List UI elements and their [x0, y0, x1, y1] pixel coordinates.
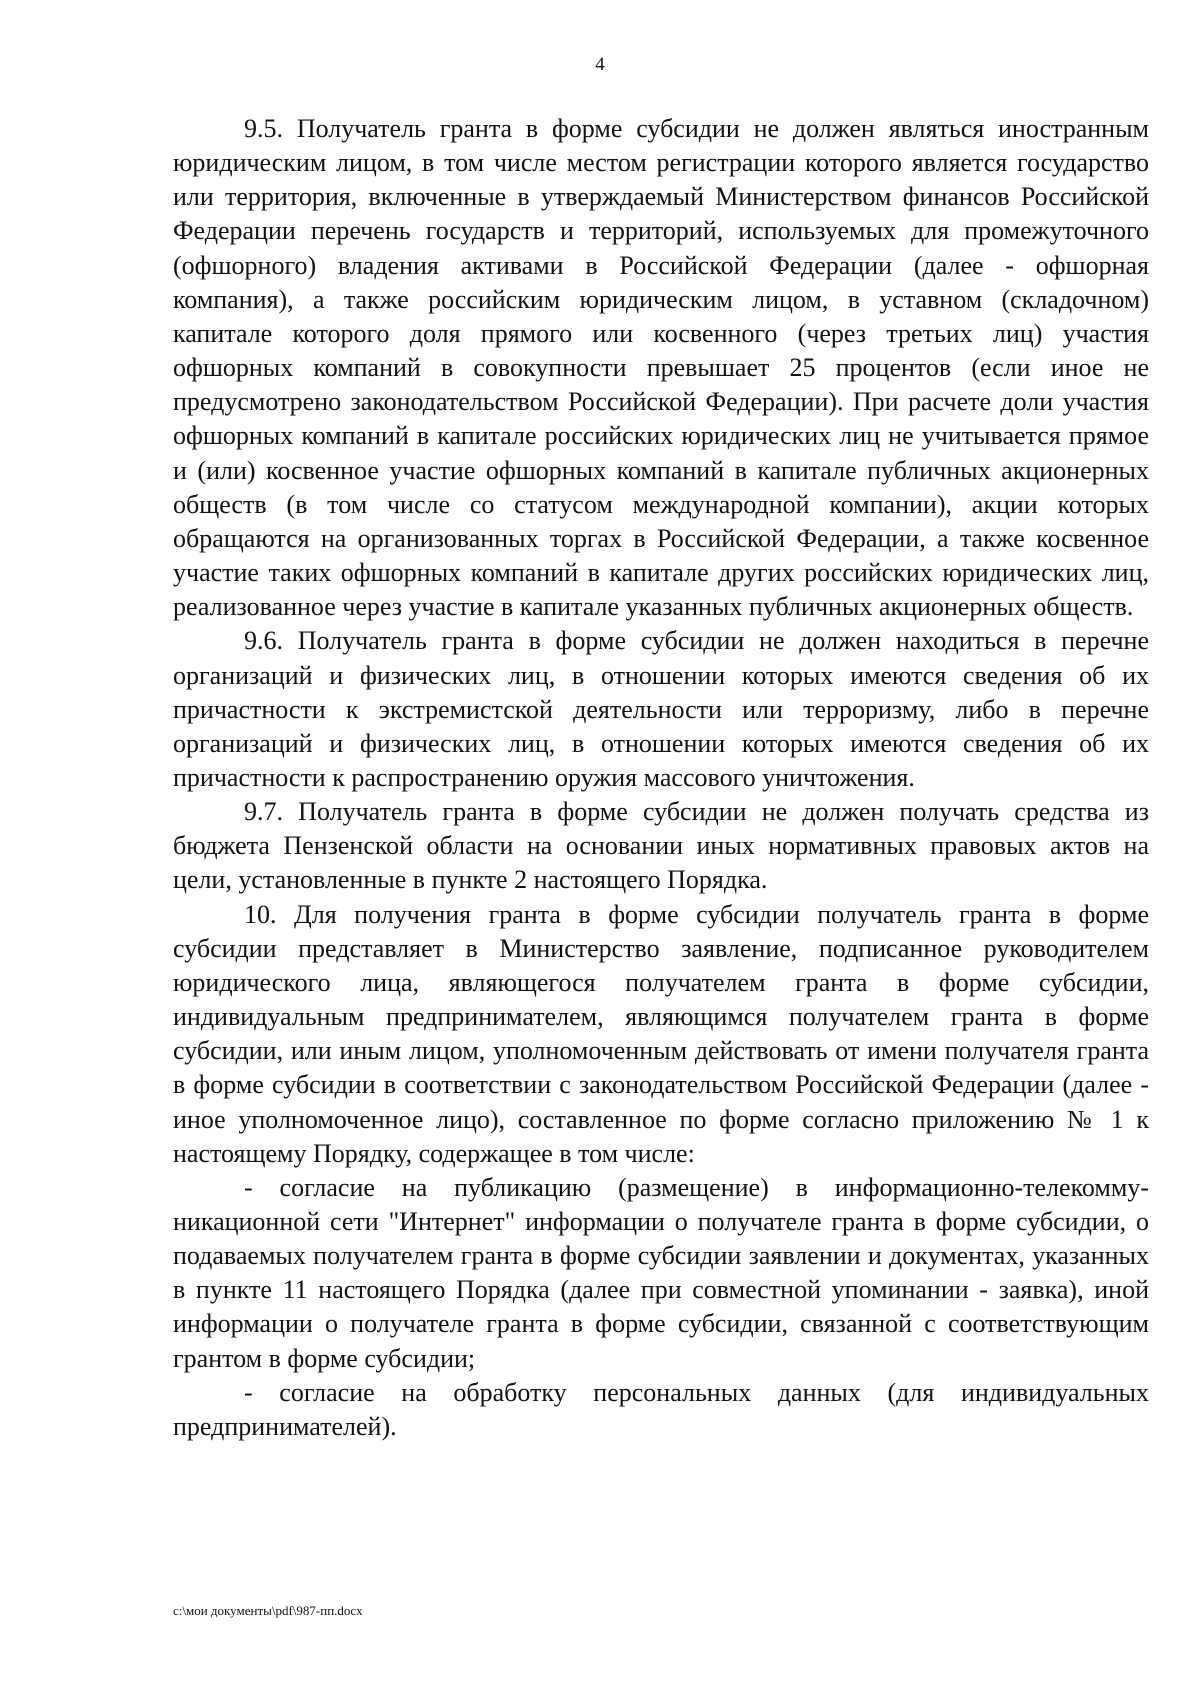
paragraph-9-6: 9.6. Получатель гранта в форме субсидии не должен находиться в перечне организаций и физических лиц, в отношении которых имеются сведения об их причастности к экстремистской деятельности или терроризму, либо в перечне организаций и физических лиц, в отношении которых имеются сведения об их причастности к распространению оружия массового уничтожения.	[173, 626, 1149, 792]
footer-file-path: c:\мои документы\pdf\987-пп.docx	[173, 1603, 363, 1618]
document-body	[173, 112, 1149, 1444]
paragraph-9-7: 9.7. Получатель гранта в форме субсидии не должен получать средства из бюджета Пензенской области на основании иных нормативных правовых актов на цели, установленные в пункте 2 настоящего Порядка.	[173, 797, 1149, 895]
paragraph-9-5: 9.5. Получатель гранта в форме субсидии не должен являться иностранным юридическим лицом, в том числе местом регистрации которого является государство или территория, включенные в утверждаемый Министерством финансов Российской Федерации перечень государств и территорий, используемых для промежуточного (офшорного) владения активами в Российской Федерации (далее - офшорная компания), а также российским юридическим лицом, в уставном (складочном) капитале которого доля прямого или косвенного (через третьих лиц) участия офшорных компаний в совокупности превышает 25 процентов (если иное не предусмотрено законодательством Российской Федерации). При расчете доли участия офшорных компаний в капитале российских юридических лиц не учитывается прямое и (или) косвенное участие офшорных компаний в капитале публичных акционерных обществ (в том числе со статусом международной компании), акции которых обращаются на организованных торгах в Российской Федерации, а также косвенное участие таких офшорных компаний в капитале других российских юридических лиц, реализованное через участие в капитале указанных публичных акционерных обществ.	[173, 114, 1149, 622]
page-number: 4	[595, 54, 605, 75]
paragraph-10: 10. Для получения гранта в форме субсидии получатель гранта в форме субсидии представляет в Министерство заявление, подписанное руководителем юридического лица, являющегося получателем гранта в форме субсидии, индивидуальным предпринимателем, являющимся получателем гранта в форме субсидии, или иным лицом, уполномоченным действовать от имени получателя гранта в форме субсидии в соответствии с законодательством Российской Федерации (далее - иное уполномоченное лицо), составленное по форме согласно приложению № 1 к настоящему Порядку, содержащее в том числе:	[173, 899, 1149, 1168]
paragraph-10-bullet-personal-data-consent: - согласие на обработку персональных данных (для индивидуальных предпринимателей).	[173, 1377, 1149, 1441]
paragraph-10-bullet-publication-consent: - согласие на публикацию (размещение) в информационно-телекоммуникационной сети "Интернет" информации о получателе гранта в форме субсидии, о подаваемых получателем гранта в форме субсидии заявлении и документах, указанных в пункте 11 настоящего Порядка (далее при совместной упоминании - заявка), иной информации о получателе гранта в форме субсидии, связанной с соответствующим грантом в форме субсидии;	[173, 1172, 1149, 1373]
